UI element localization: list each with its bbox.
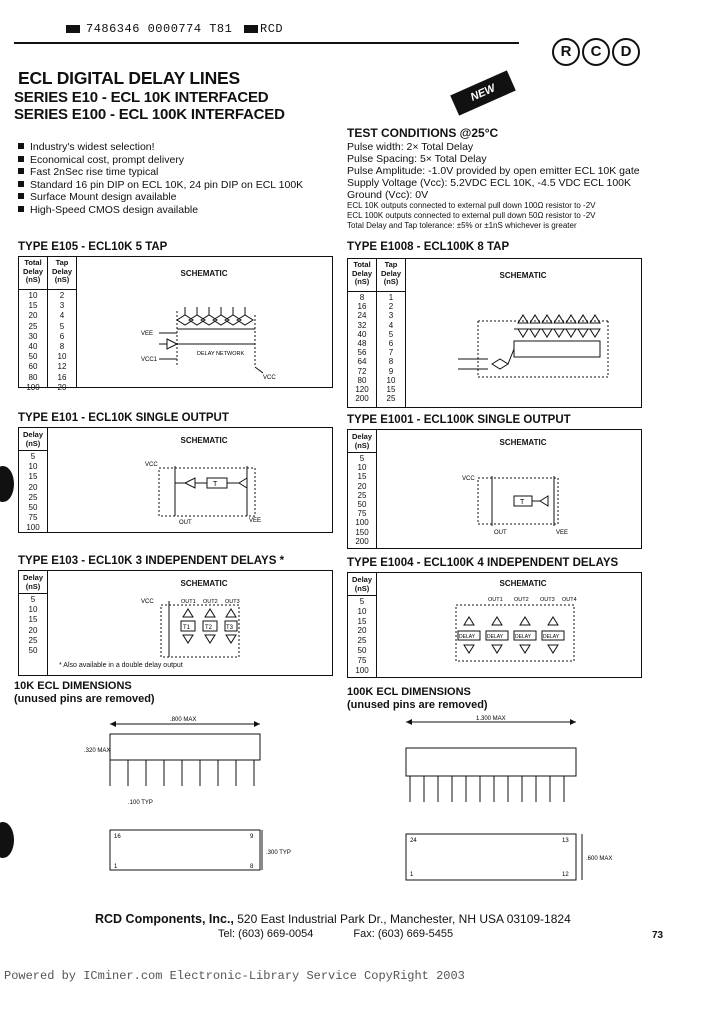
series-e10-title: SERIES E10 - ECL 10K INTERFACED: [14, 89, 269, 106]
e103-t2-label: T2: [205, 625, 213, 631]
test-condition-line: Supply Voltage (Vcc): 5.2VDC ECL 10K, -4.5 VDC ECL 100K: [347, 177, 632, 189]
e103-note: * Also available in a double delay output: [59, 662, 183, 669]
test-conditions: [347, 127, 640, 231]
e1001-vee-label: VEE: [556, 530, 569, 536]
logo-letter: D: [612, 38, 640, 66]
e103-out1-label: OUT1: [181, 599, 196, 605]
e105-total-column: 10 15 20 25 30 40 50 60 80 100: [26, 291, 40, 392]
dims10k-pin16-label: 16: [114, 834, 121, 840]
e101-schematic: [139, 454, 269, 526]
svg-text:T: T: [213, 481, 218, 488]
e103-schematic: [131, 595, 261, 663]
logo-letter: C: [582, 38, 610, 66]
dims100k-width-label: .600 MAX: [586, 856, 613, 862]
feature-item: Industry's widest selection!: [18, 141, 303, 154]
e105-network-label: DELAY NETWORK: [197, 351, 245, 357]
dims10k-pin9-label: 9: [250, 834, 254, 840]
e103-out3-label: OUT3: [225, 599, 240, 605]
e1001-header-delay: Delay (nS): [351, 432, 372, 450]
e105-header-tap: Tap Delay (nS): [51, 258, 72, 284]
e105-vcc1-label: VCC1: [141, 357, 158, 363]
e105-table: [18, 256, 333, 392]
document-code: [66, 22, 283, 36]
e1004-out4-label: OUT4: [562, 597, 577, 603]
e1004-delay-label: DELAY: [487, 634, 504, 640]
feature-item: Surface Mount design available: [18, 191, 303, 204]
punch-hole: [0, 466, 14, 502]
dims100k-pin24-label: 24: [410, 838, 417, 844]
e1004-title: TYPE E1004 - ECL100K 4 INDEPENDENT DELAYS: [347, 557, 619, 569]
e1001-schematic-label: SCHEMATIC: [499, 438, 547, 447]
e1008-header-total: Total Delay (nS): [351, 260, 372, 286]
feature-item: Economical cost, prompt delivery: [18, 154, 303, 167]
e103-vcc-label: VCC: [141, 599, 154, 605]
e105-schematic-label: SCHEMATIC: [180, 269, 228, 278]
fax-number: Fax: (603) 669-5455: [353, 928, 454, 940]
punch-hole: [0, 822, 14, 858]
e1004-out1-label: OUT1: [488, 597, 503, 603]
dims100k-pin13-label: 13: [562, 838, 569, 844]
e1008-title: TYPE E1008 - ECL100K 8 TAP: [347, 241, 510, 253]
e105-vcc-label: VCC: [263, 375, 276, 381]
e101-schematic-label: SCHEMATIC: [180, 436, 228, 445]
e105-vee-label: VEE: [141, 331, 154, 337]
e101-delay-column: 5 10 15 20 25 50 75 100: [26, 452, 40, 533]
dims100k-title: [347, 686, 488, 712]
test-condition-note: ECL 10K outputs connected to external pull down 100Ω resistor to -2V: [347, 201, 596, 210]
page-number: 73: [652, 930, 664, 941]
e1008-schematic-label: SCHEMATIC: [499, 271, 547, 280]
e1004-schematic: [448, 591, 578, 671]
e103-t1-label: T1: [183, 625, 191, 631]
e105-header-total: Total Delay (nS): [22, 258, 43, 284]
dims100k-max-label: 1.300 MAX: [476, 716, 506, 722]
dims10k-subtitle: (unused pins are removed): [14, 693, 155, 705]
e1001-vcc-label: VCC: [462, 476, 475, 482]
rcd-logo: [552, 38, 642, 66]
e1004-out3-label: OUT3: [540, 597, 555, 603]
e1004-delay-label: DELAY: [515, 634, 532, 640]
e1008-table: [347, 258, 642, 408]
e1004-schematic-label: SCHEMATIC: [499, 579, 547, 588]
document-code-text: 7486346 0000774 T81: [86, 22, 233, 36]
e101-header-delay: Delay (nS): [22, 430, 43, 448]
dims100k-subtitle: (unused pins are removed): [347, 699, 488, 711]
test-conditions-heading: TEST CONDITIONS @25°C: [347, 126, 499, 140]
company-address: [95, 912, 571, 926]
e103-out2-label: OUT2: [203, 599, 218, 605]
e105-tap-column: 2 3 4 5 6 8 10 12 16 20: [57, 291, 67, 392]
e103-schematic-label: SCHEMATIC: [180, 579, 228, 588]
company-name: RCD Components, Inc.,: [95, 912, 234, 926]
e1001-delay-column: 5 10 15 20 25 50 75 100 150 200: [355, 454, 369, 546]
e103-delay-column: 5 10 15 20 25 50: [28, 595, 38, 656]
e103-t3-label: T3: [226, 625, 234, 631]
page-title: ECL DIGITAL DELAY LINES: [18, 68, 240, 88]
test-condition-note: Total Delay and Tap tolerance: ±5% or ±1nS whichever is greater: [347, 221, 577, 230]
dims10k-width-label: .300 TYP: [266, 850, 291, 856]
dims10k-heading: 10K ECL DIMENSIONS: [14, 680, 132, 692]
phone-number: Tel: (603) 669-0054: [218, 928, 314, 940]
e1001-schematic: [458, 466, 588, 538]
e103-title: TYPE E103 - ECL10K 3 INDEPENDENT DELAYS *: [18, 555, 285, 567]
e1004-header-delay: Delay (nS): [351, 575, 372, 593]
logo-letter: R: [552, 38, 580, 66]
test-condition-line: Pulse width: 2× Total Delay: [347, 141, 474, 153]
e105-schematic: [137, 295, 287, 381]
dims100k-heading: 100K ECL DIMENSIONS: [347, 686, 471, 698]
dims100k-drawing: [380, 712, 620, 908]
feature-item: Fast 2nSec rise time typical: [18, 166, 303, 179]
dims10k-max-label: .800 MAX: [170, 717, 197, 723]
test-condition-line: Pulse Amplitude: -1.0V provided by open emitter ECL 10K gate: [347, 165, 640, 177]
dims10k-h320-label: .320 MAX: [84, 748, 111, 754]
powered-by-watermark: Powered by ICminer.com Electronic-Library Service CopyRight 2003: [4, 969, 465, 983]
dims10k-pin1-label: 1: [114, 864, 118, 870]
e1004-delay-column: 5 10 15 20 25 50 75 100: [355, 597, 369, 675]
e1008-header-tap: Tap Delay (nS): [380, 260, 401, 286]
e103-table: [18, 570, 333, 676]
e1004-table: [347, 572, 642, 678]
e101-title: TYPE E101 - ECL10K SINGLE OUTPUT: [18, 412, 229, 424]
e101-vcc-label: VCC: [145, 462, 158, 468]
e1008-tap-column: 1 2 3 4 5 6 7 8 9 10 15 25: [386, 293, 396, 404]
e1008-total-column: 8 16 24 32 40 48 56 64 72 80 120 200: [355, 293, 369, 404]
new-product-badge: NEW: [450, 70, 516, 115]
dims10k-drawing: [40, 712, 330, 898]
dims10k-pitch-label: .100 TYP: [128, 800, 153, 806]
dims10k-title: [14, 680, 155, 706]
e1001-table: [347, 429, 642, 549]
series-e100-title: SERIES E100 - ECL 100K INTERFACED: [14, 106, 285, 123]
e1008-schematic: [448, 299, 618, 385]
dims100k-pin1-label: 1: [410, 872, 414, 878]
e103-header-delay: Delay (nS): [22, 573, 43, 591]
test-condition-note: ECL 100K outputs connected to external pull down 50Ω resistor to -2V: [347, 211, 596, 220]
header-rule: [14, 42, 519, 44]
e1004-delay-label: DELAY: [543, 634, 560, 640]
e1004-out2-label: OUT2: [514, 597, 529, 603]
e1001-out-label: OUT: [494, 530, 507, 536]
test-condition-line: Pulse Spacing: 5× Total Delay: [347, 153, 487, 165]
address-text: 520 East Industrial Park Dr., Manchester, NH USA 03109-1824: [233, 912, 571, 926]
e105-title: TYPE E105 - ECL10K 5 TAP: [18, 241, 168, 253]
dims10k-pin8-label: 8: [250, 864, 254, 870]
e1004-delay-label: DELAY: [459, 634, 476, 640]
e101-table: [18, 427, 333, 533]
feature-list: [18, 141, 303, 217]
dims100k-pin12-label: 12: [562, 872, 569, 878]
e101-vee-label: VEE: [249, 518, 262, 524]
brand-suffix: RCD: [260, 22, 284, 36]
feature-item: High-Speed CMOS design available: [18, 204, 303, 217]
contact-line: [218, 928, 453, 940]
e1001-title: TYPE E1001 - ECL100K SINGLE OUTPUT: [347, 414, 571, 426]
feature-item: Standard 16 pin DIP on ECL 10K, 24 pin DIP on ECL 100K: [18, 179, 303, 192]
e101-out-label: OUT: [179, 520, 192, 526]
svg-text:T: T: [520, 499, 525, 506]
test-condition-line: Ground (Vcc): 0V: [347, 189, 429, 201]
